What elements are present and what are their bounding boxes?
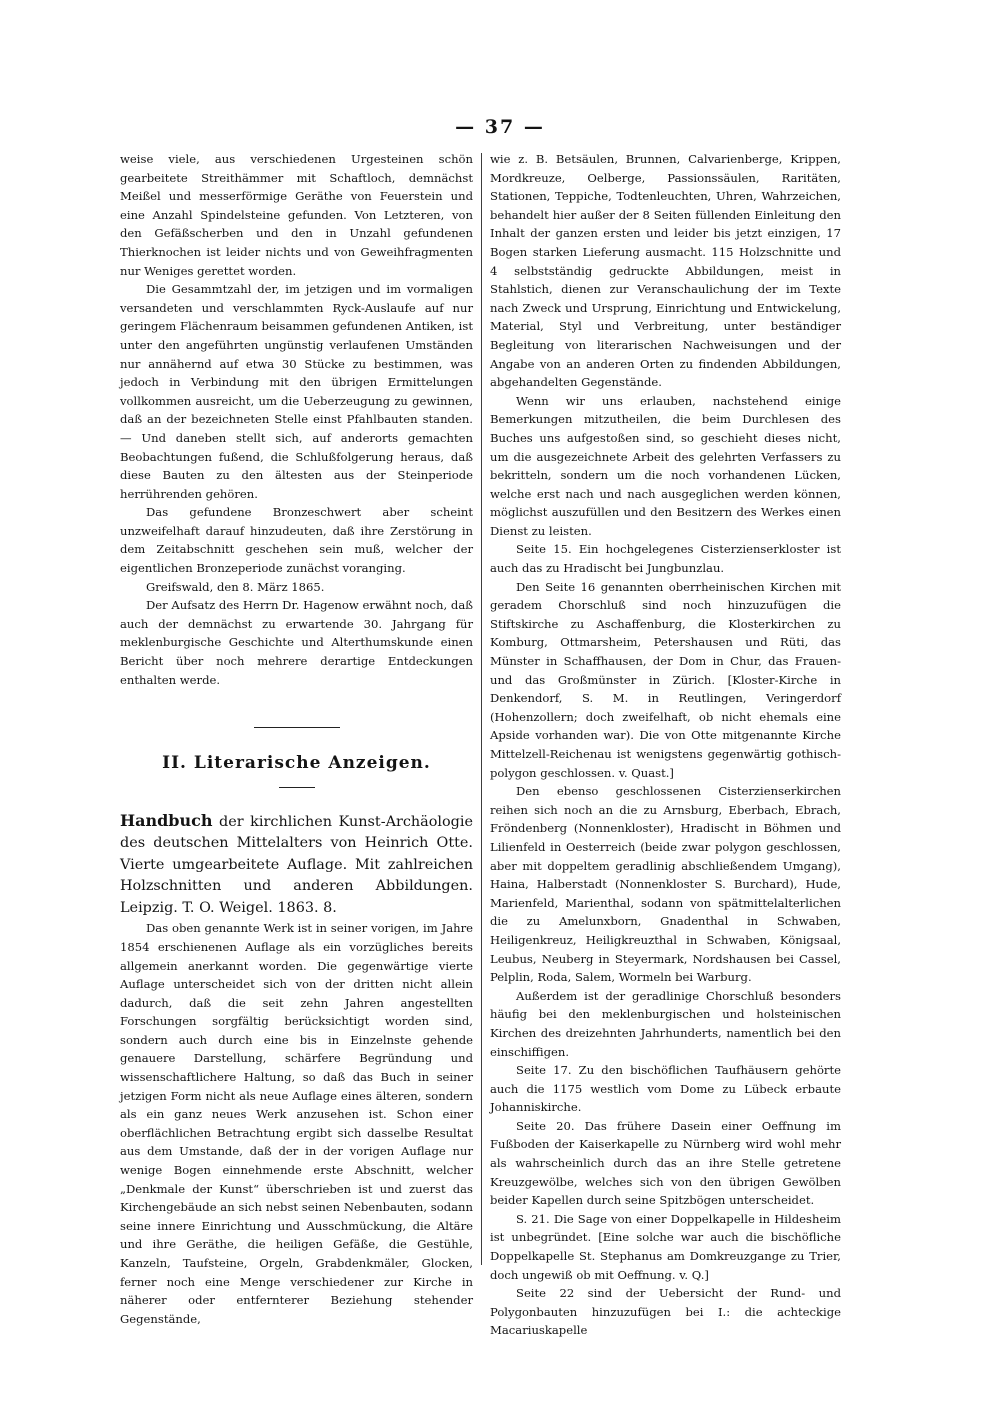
paragraph: Die Gesammtzahl der, im jetzigen und im vormaligen versandeten und verschlammten Ryck-Auslaufe auf nur geringem Flächenraum beisammen gefundenen Antiken, ist unter den angeführten ungünstig verlaufenen Umständen nur annähernd auf etwa 30 Stücke zu bestimmen, was jedoch in Verbindung mit den übrigen Ermittelungen vollkommen ausreicht, um die Ueberzeugung zu gewinnen, daß an der bezeichneten Stelle einst Pfahlbauten standen. — Und daneben stellt sich, auf anderorts gemachten Beobachtungen fußend, die Schlußfolgerung heraus, daß diese Bauten zu den ältesten aus der Steinperiode herrührenden gehören.: [120, 282, 473, 501]
paragraph: S. 21. Die Sage von einer Doppelkapelle in Hildesheim ist unbegründet. [Eine solche war auch die bischöfliche Doppelkapelle St. Stephanus am Domkreuzgange zu Trier, doch ungewiß ob mit Oeffnung. v. Q.]: [490, 1211, 841, 1282]
right-column: [490, 150, 841, 1340]
section-heading: II. Literarische Anzeigen.: [162, 753, 431, 774]
book-title-lead: Handbuch: [120, 810, 213, 830]
left-column: [120, 150, 473, 1328]
page-number: — 37 —: [455, 116, 545, 138]
paragraph: Seite 20. Das frühere Dasein einer Oeffnung im Fußboden der Kaiserkapelle zu Nürnberg wird wohl mehr als wahrscheinlich durch das an ihre Stelle getretene Kreuzgewölbe, welches sich von den übrigen Gewölben beider Kapellen durch seine Spitzbögen unterscheidet.: [490, 1118, 841, 1208]
paragraph: Der Aufsatz des Herrn Dr. Hagenow erwähnt noch, daß auch der demnächst zu erwartende 30. Jahrgang für meklenburgische Geschichte und Alterthumskunde einen Bericht über noch mehrere derartige Entdeckungen enthalten werde.: [120, 598, 473, 687]
paragraph: Den ebenso geschlossenen Cisterzienserkirchen reihen sich noch an die zu Arnsburg, Eberbach, Ebrach, Fröndenberg (Nonnenkloster), Hradischt in Böhmen und Lilienfeld in Oesterreich (beide zwar polygon geschlossen, aber mit doppeltem geradlinig abschließendem Umgang), Haina, Halberstadt (Nonnenkloster S. Burchard), Hude, Marienfeld, Marienthal, sodann von spätmittelalterlichen die zu Amelunxborn, Gnadenthal in Schwaben, Heiligenkreuz, Heiligkreuzthal in Schwaben, Königsaal, Leubus, Neuberg in Steyermark, Nordshausen bei Cassel, Pelplin, Roda, Salem, Wormeln bei Warburg.: [490, 784, 841, 985]
paragraph: Außerdem ist der geradlinige Chorschluß besonders häufig bei den meklenburgischen und holsteinischen Kirchen des dreizehnten Jahrhunderts, namentlich bei den einschiffigen.: [490, 988, 841, 1059]
paragraph: Wenn wir uns erlauben, nachstehend einige Bemerkungen mitzutheilen, die beim Durchlesen des Buches uns aufgestoßen sind, so geschieht dieses nicht, um die ausgezeichnete Arbeit des gelehrten Verfassers zu bekritteln, sondern um die noch vorhandenen Lücken, welche erst nach und nach ausgeglichen werden können, möglichst auszufüllen und den Besitzern des Werkes einen Dienst zu leisten.: [490, 393, 841, 538]
column-divider: [481, 153, 482, 1265]
book-title-rest: der kirchlichen Kunst-Archäologie des deutschen Mittelalters von Heinrich Otte. Vierte umgearbeitete Auflage. Mit zahlreichen Holzschnitten und anderen Abbildungen. Leipzig. T. O. Weigel. 1863. 8.: [120, 813, 474, 916]
paragraph: Seite 17. Zu den bischöflichen Taufhäusern gehörte auch die 1175 westlich vom Dome zu Lübeck erbaute Johanniskirche.: [490, 1063, 841, 1115]
separator-rule-short: [279, 787, 315, 788]
separator-rule: [254, 727, 340, 728]
paragraph: weise viele, aus verschiedenen Urgesteinen schön gearbeitete Streithämmer mit Schaftloch, demnächst Meißel und messerförmige Geräthe von Feuerstein und eine Anzahl Spindelsteine gefunden. Von Letzteren, von den Gefäßscherben und den in Unzahl gefundenen Thierknochen ist leider nichts und von Geweihfragmenten nur Weniges gerettet worden.: [120, 152, 473, 278]
paragraph: wie z. B. Betsäulen, Brunnen, Calvarienberge, Krippen, Mordkreuze, Oelberge, Passionssäulen, Raritäten, Stationen, Teppiche, Todtenleuchten, Uhren, Wahrzeichen, behandelt hier außer der 8 Seiten füllenden Einleitung den Inhalt der ganzen ersten und leider bis jetzt einzigen, 17 Bogen starken Lieferung ausmacht. 115 Holzschnitte und 4 selbstständig gedruckte Abbildungen, meist in Stahlstich, dienen zur Veranschaulichung der im Texte nach Zweck und Ursprung, Einrichtung und Entwickelung, Material, Styl und Verbreitung, unter beständiger Begleitung von literarischen Nachweisungen und der Angabe von an anderen Orten zu findenden Abbildungen, abgehandelten Gegenstände.: [490, 152, 841, 390]
paragraph: Seite 15. Ein hochgelegenes Cisterzienserkloster ist auch das zu Hradischt bei Jungbunzlau.: [490, 542, 841, 576]
book-title: [120, 810, 473, 920]
review-paragraph: Das oben genannte Werk ist in seiner vorigen, im Jahre 1854 erschienenen Auflage als ein vorzügliches bereits allgemein anerkannt worden. Die gegenwärtige vierte Auflage unterscheidet sich von der dritten nicht allein dadurch, daß die seit zehn Jahren angestellten Forschungen sorgfältig berücksichtigt worden sind, sondern auch durch eine bis in Einzelnste gehende genauere Darstellung, schärfere Begründung und wissenschaftlichere Haltung, so daß das Buch in seiner jetzigen Form nicht als neue Auflage eines älteren, sondern als ein ganz neues Werk anzusehen ist. Schon einer oberflächlichen Betrachtung ergibt sich dasselbe Resultat aus dem Umstande, daß der in der vorigen Auflage nur wenige Bogen einnehmende erste Abschnitt, welcher „Denkmale der Kunst“ überschrieben ist und zuerst das Kirchengebäude an sich nebst seinen Nebenbauten, sodann seine innere Einrichtung und Ausschmückung, die Altäre und ihre Geräthe, die heiligen Gefäße, die Gestühle, Kanzeln, Taufsteine, Orgeln, Grabdenkmäler, Glocken, ferner noch eine Menge verschiedener zur Kirche in näherer oder entfernterer Beziehung stehender Gegenstände,: [120, 921, 473, 1326]
paragraph: Das gefundene Bronzeschwert aber scheint unzweifelhaft darauf hinzudeuten, daß ihre Zerstörung in dem Zeitabschnitt geschehen sein muß, welcher der eigentlichen Bronzeperiode zunächst voranging.: [120, 505, 473, 576]
paragraph: Den Seite 16 genannten oberrheinischen Kirchen mit geradem Chorschluß sind noch hinzuzufügen die Stiftskirche zu Aschaffenburg, die Klosterkirchen zu Komburg, Ottmarsheim, Petershausen und Rüti, das Münster in Schaffhausen, der Dom in Chur, das Frauen- und das Großmünster in Zürich. [Kloster-Kirche in Denkendorf, S. M. in Reutlingen, Veringerdorf (Hohenzollern; doch zweifelhaft, ob nicht ehemals eine Apside vorhanden war). Die von Otte mitgenannte Kirche Mittelzell-Reichenau ist wenigstens gegenwärtig gothisch-polygon geschlossen. v. Quast.]: [490, 579, 841, 780]
dateline: Greifswald, den 8. März 1865.: [146, 579, 325, 594]
paragraph: Seite 22 sind der Uebersicht der Rund- und Polygonbauten hinzuzufügen bei I.: die achteckige Macariuskapelle: [490, 1286, 841, 1338]
